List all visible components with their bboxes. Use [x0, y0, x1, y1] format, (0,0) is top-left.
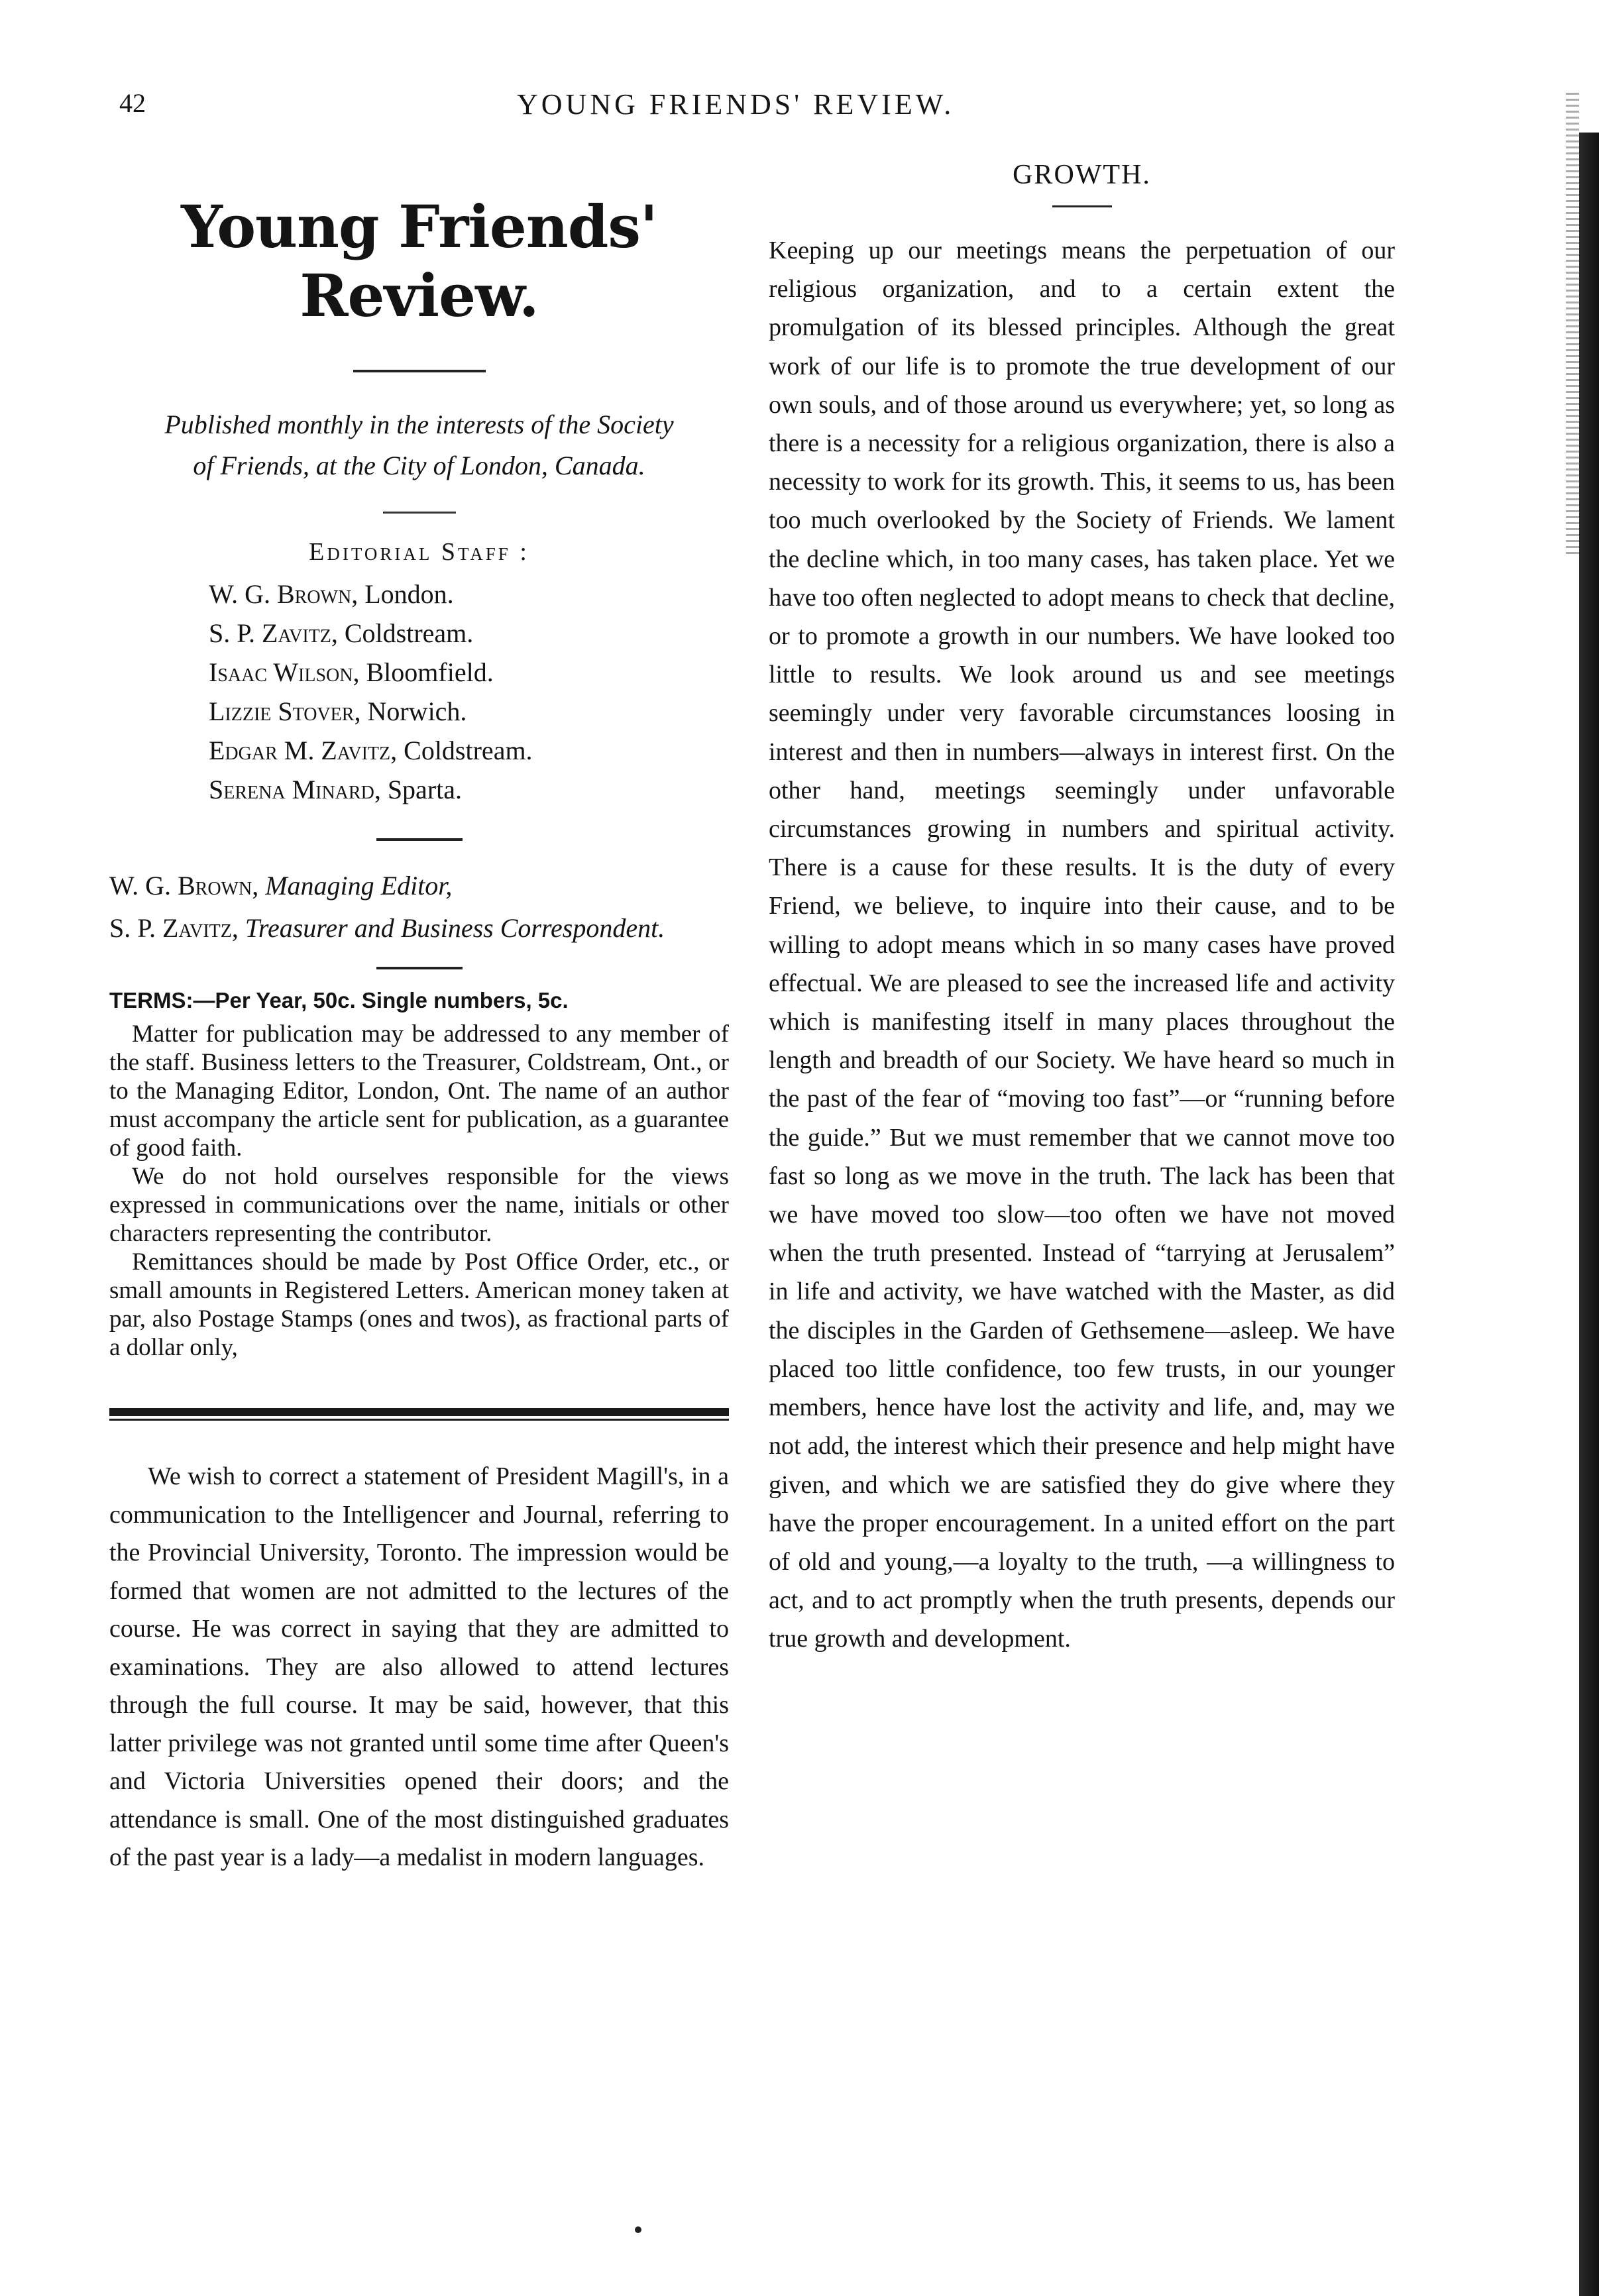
treasurer-line: [109, 907, 729, 950]
staff-member: [209, 574, 729, 614]
masthead-title: Young Friends' Review.: [181, 192, 657, 330]
running-head: YOUNG FRIENDS' REVIEW.: [517, 88, 955, 121]
masthead-tagline: [109, 404, 729, 486]
notice-paragraph: Matter for publication may be addressed to any member of the staff. Business letters to the Treasurer, Coldstream, Ont., or to the Managing Editor, London, Ont. The name of an author must accompany the article sent for publication, as a guarantee of good faith.: [109, 1020, 729, 1162]
tagline-line-2: of Friends, at the City of London, Canada.: [193, 451, 645, 480]
staff-name: S. P. Zavitz: [209, 618, 331, 648]
staff-heading: Editorial Staff :: [309, 538, 529, 566]
management-rule: [376, 967, 463, 969]
right-article-body: Keeping up our meetings means the perpetuation of our religious organization, and to a certain extent the promulgation of its blessed principles. Although the great work of our life is to promote the true development of our own souls, and of those around us everywhere; yet, so long as there is a necessity for a religious organization, there is also a necessity to work for its growth. This, it seems to us, has been too much overlooked by the Society of Friends. We lament the decline which, in too many cases, has taken place. Yet we have too often neglected to adopt means to check that decline, or to promote a growth in our numbers. We have looked too little to results. We look around us and see meetings seemingly under very favorable circumstances loosing in interest and then in numbers—always in interest first. On the other hand, meetings seemingly under unfavorable circumstances growing in numbers and spiritual activity. There is a cause for these results. It is the duty of every Friend, we believe, to inquire into their cause, and to be willing to adopt means which in so many cases have proved effectual. We are pleased to see the increased life and activity which is manifesting itself in many places throughout the length and breadth of our Society. We have heard so much in the past of the fear of “moving too fast”—or “running before the guide.” But we must remember that we cannot move too fast so long as we move in the truth. The lack has been that we have moved too slow—too often we have not moved when the truth presented. Instead of “tarrying at Jerusalem” in life and activity, we have watched with the Master, as did the disciples in the Garden of Gethsemene—asleep. We have placed too little confidence, too few trusts, in our younger members, hence have lost the activity and life, and, may we not add, the interest which their presence and help might have given, and which we are satisfied they do give where they have the proper encouragement. In a united effort on the part of old and young,—a loyalty to the truth, —a willingness to act, and to act promptly when the truth presents, depends our true growth and development.: [769, 237, 1395, 1653]
title-rule: [1052, 205, 1112, 207]
staff-name: Lizzie Stover: [209, 696, 355, 726]
left-article-body: We wish to correct a statement of President Magill's, in a communication to the Intelligencer and Journal, referring to the Provincial University, Toronto. The impression would be formed that women are not admitted to the lectures of the course. He was correct in saying that they are admitted to examinations. They are also allowed to attend lectures through the full course. It may be said, however, that this latter privilege was not granted until some time after Queen's and Victoria Universities opened their doors; and the attendance is small. One of the most distinguished graduates of the past year is a lady—a medalist in modern languages.: [109, 1462, 729, 1871]
staff-member: [209, 770, 729, 809]
notice-paragraph: Remittances should be made by Post Office Order, etc., or small amounts in Registered Letters. American money taken at par, also Postage Stamps (ones and twos), as fractional parts of a dollar only,: [109, 1248, 729, 1361]
page-dot: [635, 2226, 641, 2233]
staff-rule: [376, 838, 463, 841]
masthead-rule: [353, 370, 486, 372]
staff-member: [209, 653, 729, 692]
staff-place: , Coldstream.: [390, 736, 533, 765]
staff-list: [109, 574, 729, 809]
staff-member: [209, 614, 729, 653]
scan-edge-fuzz: [1566, 93, 1579, 557]
staff-place: , Sparta.: [374, 775, 462, 804]
staff-place: , London.: [351, 579, 454, 609]
staff-place: , Norwich.: [354, 696, 467, 726]
terms-line: TERMS:—Per Year, 50c. Single numbers, 5c.: [109, 988, 569, 1012]
page-number: 42: [119, 88, 146, 118]
staff-name: Isaac Wilson: [209, 657, 353, 687]
staff-place: , Coldstream.: [331, 618, 474, 648]
staff-member: [209, 692, 729, 731]
managing-editor-name: W. G. Brown,: [109, 871, 259, 901]
scan-edge: [1579, 133, 1599, 2296]
staff-name: Edgar M. Zavitz: [209, 736, 391, 765]
staff-member: [209, 731, 729, 770]
staff-name: W. G. Brown: [209, 579, 352, 609]
treasurer-role: Treasurer and Business Correspondent.: [245, 913, 665, 943]
tagline-rule: [383, 512, 456, 514]
treasurer-name: S. P. Zavitz,: [109, 913, 239, 943]
staff-name: Serena Minard: [209, 775, 374, 804]
tagline-line-1: Published monthly in the interests of the Society: [164, 410, 674, 439]
right-column: [769, 159, 1395, 1659]
article-title: GROWTH.: [1013, 160, 1151, 190]
managing-editor-line: [109, 865, 729, 907]
left-column: [109, 186, 729, 1877]
managing-editor-role: Managing Editor,: [265, 871, 453, 901]
management-block: [109, 865, 729, 950]
staff-place: , Bloomfield.: [353, 657, 494, 687]
notice-paragraph: We do not hold ourselves responsible for the views expressed in communications over the name, initials or other characters representing the contributor.: [109, 1163, 729, 1247]
double-rule: [109, 1408, 729, 1421]
